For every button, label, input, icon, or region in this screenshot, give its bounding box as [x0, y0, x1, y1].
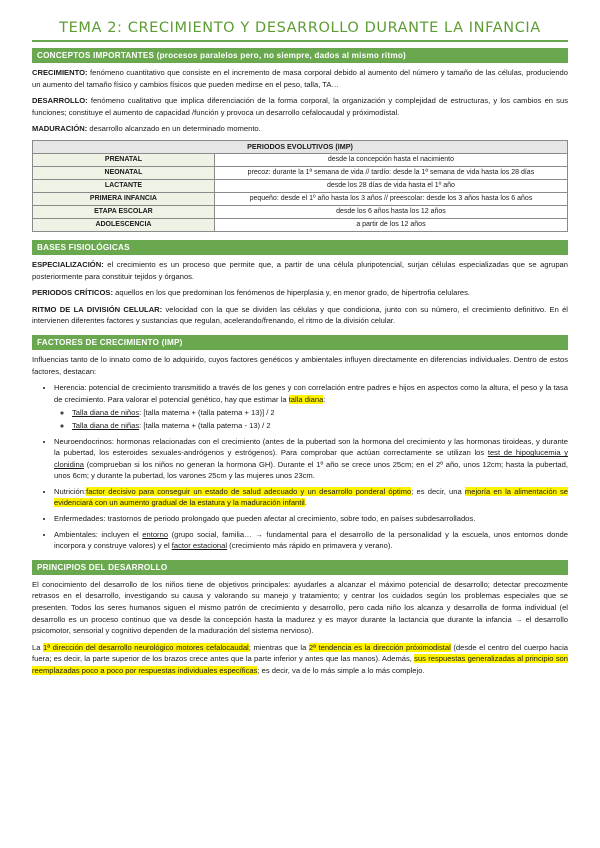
paragraph-principios-2 [32, 642, 568, 677]
highlight-nutricion-1: factor decisivo para conseguir un estado de salud adecuado y un desarrollo ponderal óptimo [86, 486, 412, 496]
text-periodos-criticos: aquellos en los que predominan los fenómenos de hiperplasia y, en menor grado, de hipertrofia celulares. [113, 288, 470, 298]
term-herencia: Herencia: [54, 383, 87, 393]
periods-table [32, 140, 568, 232]
text-amb-b: (grupo social, familia… → fundamental para el desarrollo de la personalidad y la escuela, unos entornos donde incorpora y construye valores) y el [54, 529, 568, 551]
text-p2-c: (desde el centro del cuerpo hacia fuera; es decir, la parte superior de los brazos crece antes que la parte inferior y antes que las manos). Además, [32, 642, 569, 664]
paragraph-maduracion [32, 123, 568, 135]
period-value: desde los 28 días de vida hasta el 1º año [214, 179, 567, 192]
table-row [33, 218, 568, 231]
formula-talla-ninos: : [talla materna + (talla paterna + 13)] / 2 [139, 408, 275, 418]
paragraph-principios-1: El conocimiento del desarrollo de los niños tiene de objetivos principales: ayudarles a alcanzar el máximo potencial de desarrollo; detectar precozmente retrasos en el desarrollo, investigando su causa y valorando su manejo y tratamiento; y centrar los cuidados según los problemas especiales que se presenten. Todos los seres humanos siguen el mismo patrón de crecimiento y desarrollo, pero cada niño los alcanza y desarrolla de forma individual (el desarrollo es un proceso continuo que va desde la concepción hasta la madurez y es mayor durante la lactancia que durante la infancia → el desarrollo psicomotor, sensorial y cognitivo dependen de la maduración del sistema nervioso). [32, 579, 568, 636]
highlight-nutricion-2: mejoría en la alimentación se evidenciará con un aumento gradual de la estatura y la maduración infantil [54, 486, 569, 508]
table-row [33, 192, 568, 205]
factores-list [32, 382, 568, 552]
period-value: desde los 6 años hasta los 12 años [214, 205, 567, 218]
period-label: PRIMERA INFANCIA [33, 192, 215, 205]
list-item-talla-ninos [72, 407, 568, 419]
paragraph-crecimiento [32, 67, 568, 90]
text-enfermedades: trastornos de periodo prolongado que pueden afectar al crecimiento, sobre todo, en países subdesarrollados. [105, 514, 476, 524]
period-label: ETAPA ESCOLAR [33, 205, 215, 218]
period-value: precoz: durante la 1ª semana de vida // tardío: desde la 1ª semana de vida hasta los 28 días [214, 166, 567, 179]
highlight-proximodistal: 2ª tendencia es la dirección próximodistal [308, 642, 451, 652]
highlight-respuestas: sus respuestas generalizadas al principio son reemplazadas poco a poco por respuestas individuales específicas [32, 654, 569, 675]
text-nutricion-end: . [304, 498, 307, 508]
table-row [33, 179, 568, 192]
paragraph-desarrollo [32, 95, 568, 118]
paragraph-factores-intro: Influencias tanto de lo innato como de lo adquirido, cuyos factores genéticos y ambientales influyen directamente en diferencias individuales. Dentro de estos factores, destacan: [32, 354, 568, 376]
table-row [33, 153, 568, 166]
text-amb-entorno: entorno [142, 529, 169, 539]
text-amb-a: Ambientales: incluyen el [54, 529, 143, 539]
period-label: PRENATAL [33, 153, 215, 166]
highlight-cefalocaudal: 1ª dirección del desarrollo neurológico motores cefalocaudal [43, 642, 249, 652]
paragraph-especializacion [32, 259, 568, 282]
list-item-nutricion [54, 486, 568, 509]
formula-talla-ninas: : [talla materna + (talla paterna - 13) / 2 [139, 420, 271, 430]
periods-table-header: PERIODOS EVOLUTIVOS (IMP) [33, 140, 568, 153]
text-herencia: potencial de crecimiento transmitido a través de los genes y con correlación entre padres e hijos en aspectos como la altura, el peso y la tasa de crecimiento. Para valorar el potencial genético, hay que estimar la [54, 383, 568, 404]
text-p2-b: ; mientras que la [248, 642, 309, 652]
text-neuro-test: test de hipoglucemia y clonidina [54, 448, 569, 469]
period-value: a partir de los 12 años [214, 218, 567, 231]
list-item-ambientales [54, 529, 568, 552]
table-row [33, 166, 568, 179]
text-p2-d: ; es decir, va de lo más simple a lo más complejo. [257, 666, 425, 675]
period-label: ADOLESCENCIA [33, 218, 215, 231]
text-amb-estacional: factor estacional [171, 541, 228, 551]
section-header-principios: PRINCIPIOS DEL DESARROLLO [32, 560, 568, 575]
text-ritmo: velocidad con la que se dividen las células y que condiciona, junto con su número, el crecimiento definitivo. En él intervienen diferentes factores y sustancias que regulan, acelerando/frenando, el ritmo de la división celular. [32, 304, 568, 326]
list-item-enfermedades [54, 513, 568, 525]
period-label: LACTANTE [33, 179, 215, 192]
page-title: TEMA 2: CRECIMIENTO Y DESARROLLO DURANTE LA INFANCIA [32, 20, 568, 42]
text-especializacion: el crecimiento es un proceso que permite que, a partir de una célula pluripotencial, surjan células especializadas que se agrupan posteriormente para constituir tejidos y órganos. [32, 259, 568, 281]
term-periodos-criticos: PERIODOS CRÍTICOS: [32, 288, 114, 298]
term-enfermedades: Enfermedades: [54, 514, 106, 524]
text-desarrollo: fenómeno cualitativo que implica diferenciación de la forma corporal, la organización y complejidad de estructuras, y los cambios en sus funciones; constituye el aumento de capacidad /función y provoca un desarrollo cefalocaudal y próximodistal. [32, 96, 568, 117]
text-neuro-a: Neuroendocrinos: hormonas relacionadas con el crecimiento (antes de la pubertad son la hormona del crecimiento y las hormonas tiroideas, y durante la pubertad, los esteroides sexuales-andrógenos y estrógenos). Para comprobar que actúan correctamente se utilizan los [54, 436, 568, 458]
term-ritmo: RITMO DE LA DIVISIÓN CELULAR: [32, 304, 163, 314]
term-especializacion: ESPECIALIZACIÓN: [32, 259, 104, 269]
period-label: NEONATAL [33, 166, 215, 179]
talla-diana-list [54, 407, 568, 431]
label-talla-ninos: Talla diana de niños [72, 408, 140, 418]
text-p2-a: La [32, 642, 44, 652]
paragraph-periodos-criticos [32, 287, 568, 299]
table-row [33, 205, 568, 218]
label-talla-ninas: Talla diana de niñas [72, 420, 140, 430]
text-nutricion-mid: ; es decir, una [411, 486, 465, 496]
text-maduracion: desarrollo alcanzado en un determinado momento. [87, 124, 261, 134]
list-item-talla-ninas [72, 420, 568, 432]
list-item-neuroendocrinos [54, 436, 568, 482]
section-header-conceptos: CONCEPTOS IMPORTANTES (procesos paralelos pero, no siempre, dados al mismo ritmo) [32, 48, 568, 63]
term-maduracion: MADURACIÓN: [32, 124, 88, 134]
period-value: pequeño: desde el 1º año hasta los 3 años // preescolar: desde los 3 años hasta los 6 años [214, 192, 567, 205]
term-nutricion: Nutrición: [54, 486, 87, 496]
paragraph-ritmo [32, 304, 568, 327]
text-amb-c: (crecimiento más rápido en primavera y verano). [227, 541, 393, 551]
text-herencia-end: : [323, 394, 326, 404]
highlight-talla-diana: talla diana [288, 394, 324, 404]
period-value: desde la concepción hasta el nacimiento [214, 153, 567, 166]
text-crecimiento: fenómeno cuantitativo que consiste en el incremento de masa corporal debido al aumento del número y tamaño de las células, produciendo un aumento del tamaño físico y cambios físicos que pueden medirse en el peso, talla, TA… [32, 68, 568, 89]
text-neuro-b: (comprueban si los niños no generan la hormona GH). Durante el 1º año se crece unos 25cm; en el 2º año, unos 12cm; hasta la pubertad, unos 6cm; y durante la pubertad, los varones 25cm y las mujeres unos 23cm. [54, 459, 568, 481]
section-header-bases: BASES FISIOLÓGICAS [32, 240, 568, 255]
section-header-factores: FACTORES DE CRECIMIENTO (IMP) [32, 335, 568, 350]
term-crecimiento: CRECIMIENTO: [32, 68, 88, 77]
term-desarrollo: DESARROLLO: [32, 96, 88, 106]
list-item-herencia [54, 382, 568, 431]
